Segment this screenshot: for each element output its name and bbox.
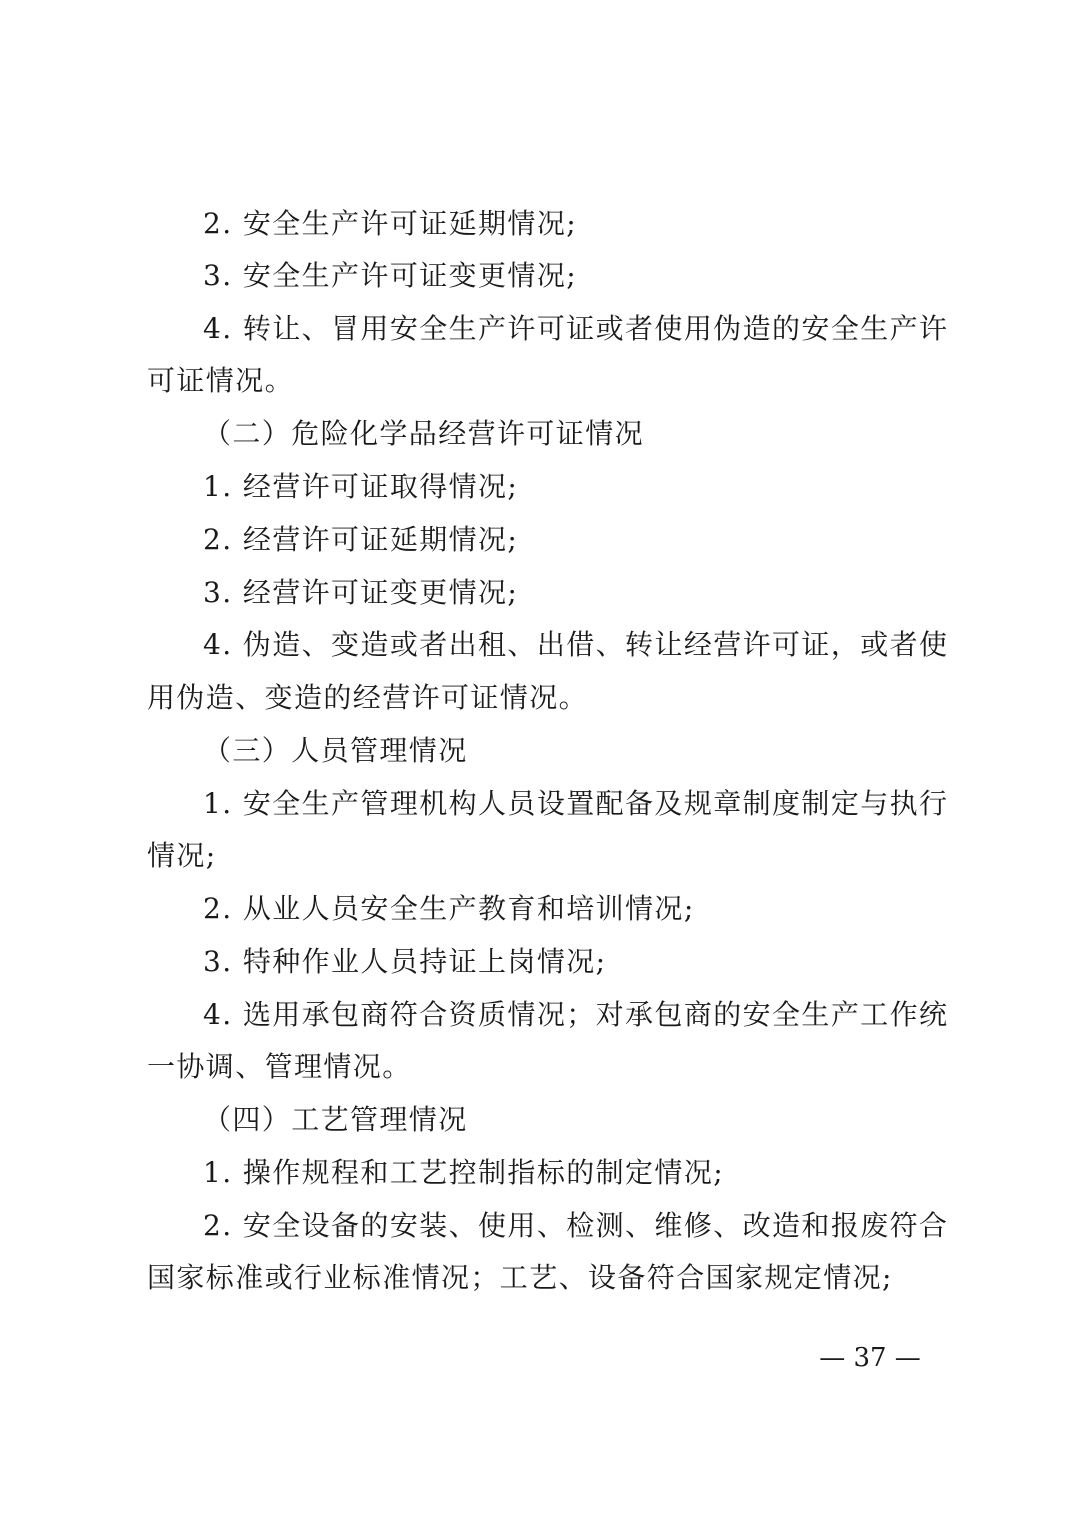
text-line: 2. 从业人员安全生产教育和培训情况; (203, 892, 695, 925)
text-line: 可证情况。 (147, 364, 295, 397)
text-line: 4. 伪造、变造或者出租、出借、转让经营许可证，或者使 (203, 628, 949, 661)
text-line: 1. 操作规程和工艺控制指标的制定情况; (203, 1156, 725, 1189)
text-line: 2. 安全生产许可证延期情况; (203, 207, 578, 240)
text-line: 用伪造、变造的经营许可证情况。 (147, 681, 589, 714)
text-line: 一协调、管理情况。 (147, 1050, 412, 1083)
text-line: 1. 经营许可证取得情况; (203, 470, 519, 503)
text-line: 3. 安全生产许可证变更情况; (203, 259, 578, 292)
text-line: 4. 转让、冒用安全生产许可证或者使用伪造的安全生产许 (203, 312, 949, 345)
text-line: 3. 经营许可证变更情况; (203, 576, 519, 609)
section-heading: （三）人员管理情况 (203, 734, 468, 767)
text-line: 2. 经营许可证延期情况; (203, 523, 519, 556)
page-number: — 37 — (819, 1343, 921, 1373)
text-line: 2. 安全设备的安装、使用、检测、维修、改造和报废符合 (203, 1209, 949, 1242)
section-heading: （四）工艺管理情况 (203, 1103, 468, 1136)
text-line: 3. 特种作业人员持证上岗情况; (203, 945, 607, 978)
text-line: 4. 选用承包商符合资质情况；对承包商的安全生产工作统 (203, 998, 949, 1031)
text-line: 1. 安全生产管理机构人员设置配备及规章制度制定与执行 (203, 787, 949, 820)
section-heading: （二）危险化学品经营许可证情况 (203, 417, 645, 450)
text-line: 国家标准或行业标准情况；工艺、设备符合国家规定情况; (147, 1261, 893, 1294)
text-line: 情况; (147, 839, 217, 872)
